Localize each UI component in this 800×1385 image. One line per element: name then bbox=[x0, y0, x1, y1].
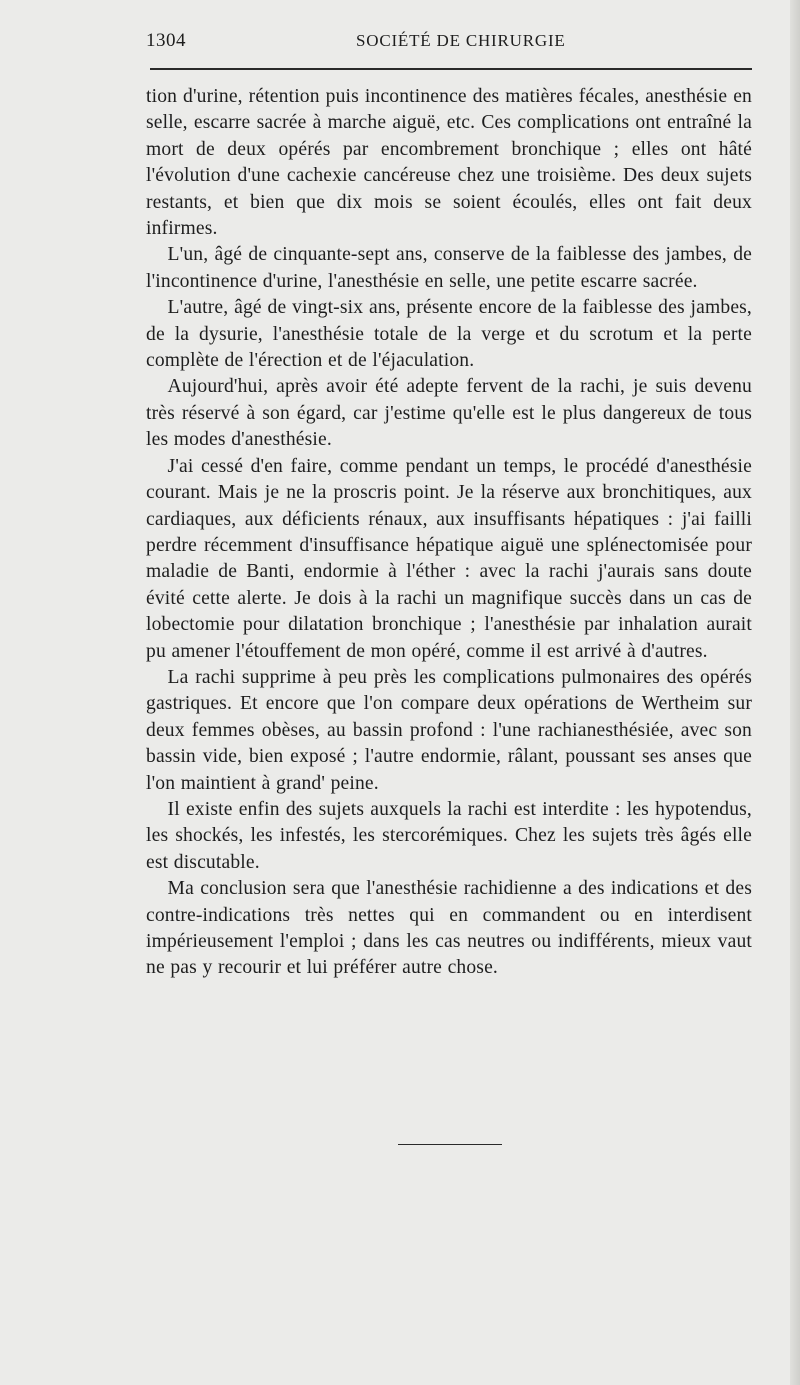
end-rule bbox=[398, 1144, 502, 1145]
paragraph: Ma conclusion sera que l'anesthésie rachidienne a des indications et des contre-indications très nettes qui en commandent ou en interdisent impérieusement l'emploi ; dans les cas neutres ou indifférents, mieux vaut ne pas y recourir et lui préférer autre chose. bbox=[146, 878, 752, 979]
paragraph: L'un, âgé de cinquante-sept ans, conserve de la faiblesse des jambes, de l'incontinence d'urine, l'anesthésie en selle, une petite escarre sacrée. bbox=[146, 244, 752, 292]
running-head: SOCIÉTÉ DE CHIRURGIE bbox=[356, 31, 566, 50]
paragraph: Il existe enfin des sujets auxquels la rachi est interdite : les hypotendus, les shockés, les infestés, les stercorémiques. Chez les sujets très âgés elle est discutable. bbox=[146, 798, 752, 873]
body-text bbox=[146, 84, 752, 982]
paragraph: La rachi supprime à peu près les complications pulmonaires des opérés gastriques. Et encore que l'on compare deux opérations de Wertheim sur deux femmes obèses, au bassin profond : l'une rachianesthésiée, avec son bassin vide, bien exposé ; l'autre endormie, râlant, poussant ses anses que l'on maintient à grand' peine. bbox=[146, 666, 752, 794]
header-rule bbox=[150, 68, 752, 70]
paragraph: J'ai cessé d'en faire, comme pendant un temps, le procédé d'anesthésie courant. Mais je ne la proscris point. Je la réserve aux bronchitiques, aux cardiaques, aux déficients rénaux, aux insuffisants hépatiques : j'ai failli perdre récemment d'insuffisance hépatique aiguë une splénectomisée pour maladie de Banti, endormie à l'éther : avec la rachi j'aurais sans doute évité cette alerte. Je dois à la rachi un magnifique succès dans un cas de lobectomie pour dilatation bronchique ; l'anesthésie par inhalation aurait pu amener l'étouffement de mon opéré, comme il est arrivé à d'autres. bbox=[146, 455, 752, 662]
paragraph: L'autre, âgé de vingt-six ans, présente encore de la faiblesse des jambes, de la dysurie, l'anesthésie totale de la verge et du scrotum et la perte complète de l'érection et de l'éjaculation. bbox=[146, 297, 752, 372]
paragraph: Aujourd'hui, après avoir été adepte fervent de la rachi, je suis devenu très réservé à son égard, car j'estime qu'elle est le plus dangereux de tous les modes d'anesthésie. bbox=[146, 376, 752, 451]
page-number: 1304 bbox=[146, 30, 186, 51]
page-edge-shadow bbox=[790, 0, 800, 1385]
paragraph-continued: tion d'urine, rétention puis incontinence des matières fécales, anesthésie en selle, escarre sacrée à marche aiguë, etc. Ces complications ont entraîné la mort de deux opérés par encombrement bronchique ; elles ont hâté l'évolution d'une cachexie cancéreuse chez une troisième. Des deux sujets restants, et bien que dix mois se soient écoulés, elles ont fait deux infirmes. bbox=[146, 86, 752, 240]
page-header bbox=[146, 30, 752, 54]
